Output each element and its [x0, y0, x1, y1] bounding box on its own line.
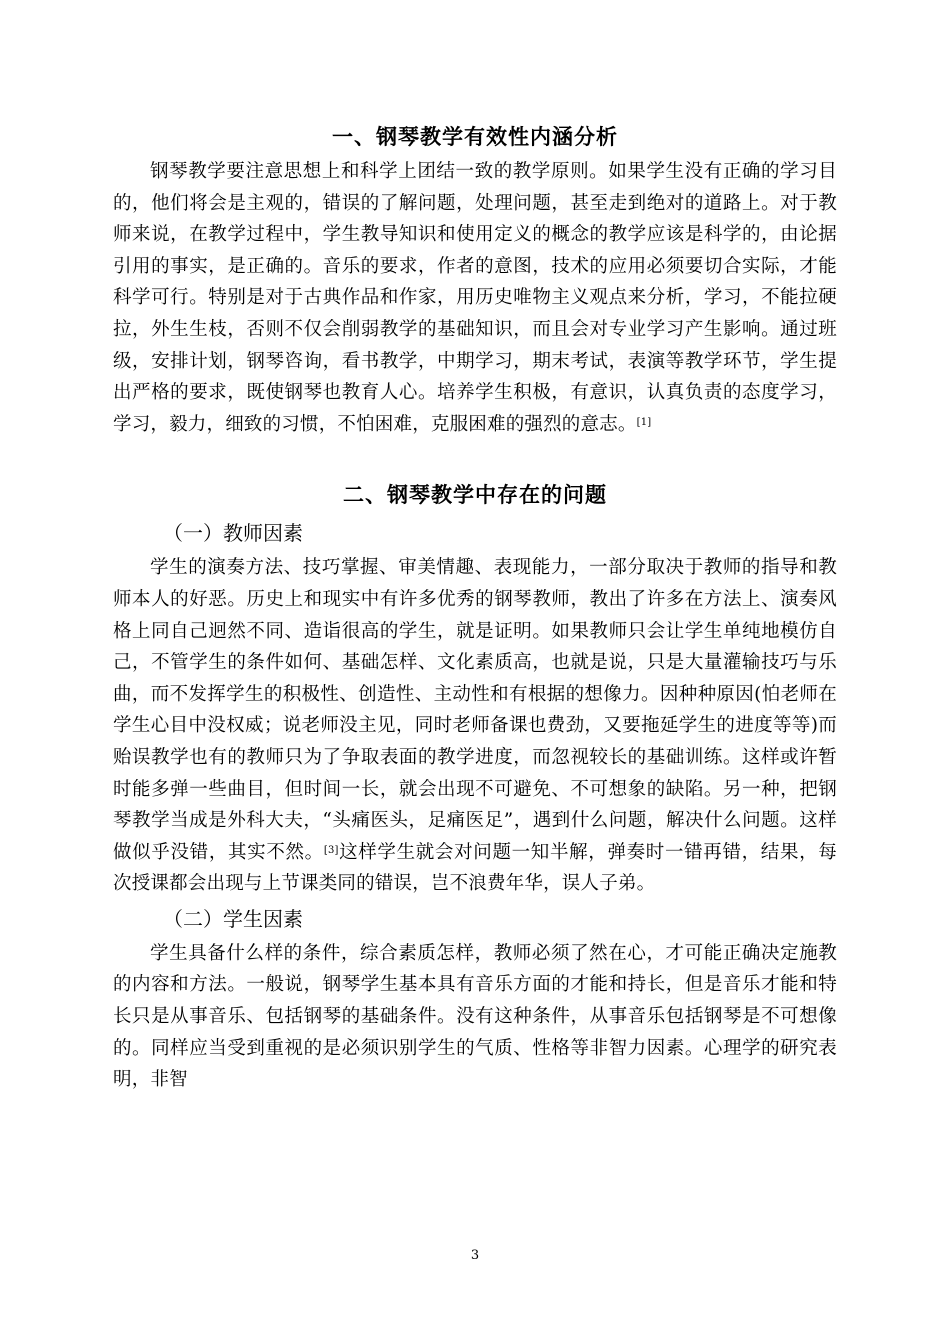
subsection-1-paragraph — [113, 552, 837, 900]
section-2-heading: 二、钢琴教学中存在的问题 — [343, 483, 607, 508]
citation-ref: [1] — [636, 416, 652, 428]
section-1-paragraph — [113, 156, 837, 440]
citation-ref: [3] — [323, 844, 339, 856]
subsection-1-heading: （一）教师因素 — [163, 521, 303, 546]
subsection-1-text-b: 这样学生就会对问题一知半解，弹奏时一错再错，结果，每次授课都会出现与上节课类同的错误，岂不浪费年华，误人子弟。 — [113, 841, 838, 895]
section-1-text: 钢琴教学要注意思想上和科学上团结一致的教学原则。如果学生没有正确的学习目的，他们将会是主观的，错误的了解问题，处理问题，甚至走到绝对的道路上。对于教师来说，在教学过程中，学生教导知识和使用定义的概念的教学应该是科学的，由论据引用的事实，是正确的。音乐的要求，作者的意图，技术的应用必须要切合实际，才能科学可行。特别是对于古典作品和作家，用历史唯物主义观点来分析，学习，不能拉硬拉，外生生枝，否则不仅会削弱教学的基础知识，而且会对专业学习产生影响。通过班级，安排计划，钢琴咨询，看书教学，中期学习，期末考试，表演等教学环节，学生提出严格的要求，既使钢琴也教育人心。培养学生积极，有意识，认真负责的态度学习，学习，毅力，细致的习惯，不怕困难，克服困难的强烈的意志。 — [113, 161, 837, 435]
page-number: 3 — [470, 1248, 480, 1263]
document-body — [113, 118, 837, 1096]
subsection-1-text-a: 学生的演奏方法、技巧掌握、审美情趣、表现能力，一部分取决于教师的指导和教师本人的好恶。历史上和现实中有许多优秀的钢琴教师，教出了许多在方法上、演奏风格上同自己迥然不同、造诣很高的学生，就是证明。如果教师只会让学生单纯地模仿自己，不管学生的条件如何、基础怎样、文化素质高，也就是说，只是大量灌输技巧与乐曲，而不发挥学生的积极性、创造性、主动性和有根据的想像力。因种种原因(怕老师在学生心目中没权威；说老师没主见，同时老师备课也费劲，又要拖延学生的进度等等)而贻误教学也有的教师只为了争取表面的教学进度，而忽视较长的基础训练。这样或许暂时能多弹一些曲目，但时间一长，就会出现不可避免、不可想象的缺陷。另一种，把钢琴教学当成是外科大夫，“头痛医头，足痛医足”，遇到什么问题，解决什么问题。这样做似乎没错，其实不然。 — [113, 557, 837, 863]
section-1-heading: 一、钢琴教学有效性内涵分析 — [332, 125, 618, 149]
subsection-2-paragraph: 学生具备什么样的条件，综合素质怎样，教师必须了然在心，才可能正确决定施教的内容和方法。一般说，钢琴学生基本具有音乐方面的才能和持长，但是音乐才能和特长只是从事音乐、包括钢琴的基础条件。没有这种条件，从事音乐包括钢琴是不可想像的。同样应当受到重视的是必须识别学生的气质、性格等非智力因素。心理学的研究表明，非智 — [113, 942, 837, 1091]
subsection-2-heading: （二）学生因素 — [163, 906, 303, 931]
